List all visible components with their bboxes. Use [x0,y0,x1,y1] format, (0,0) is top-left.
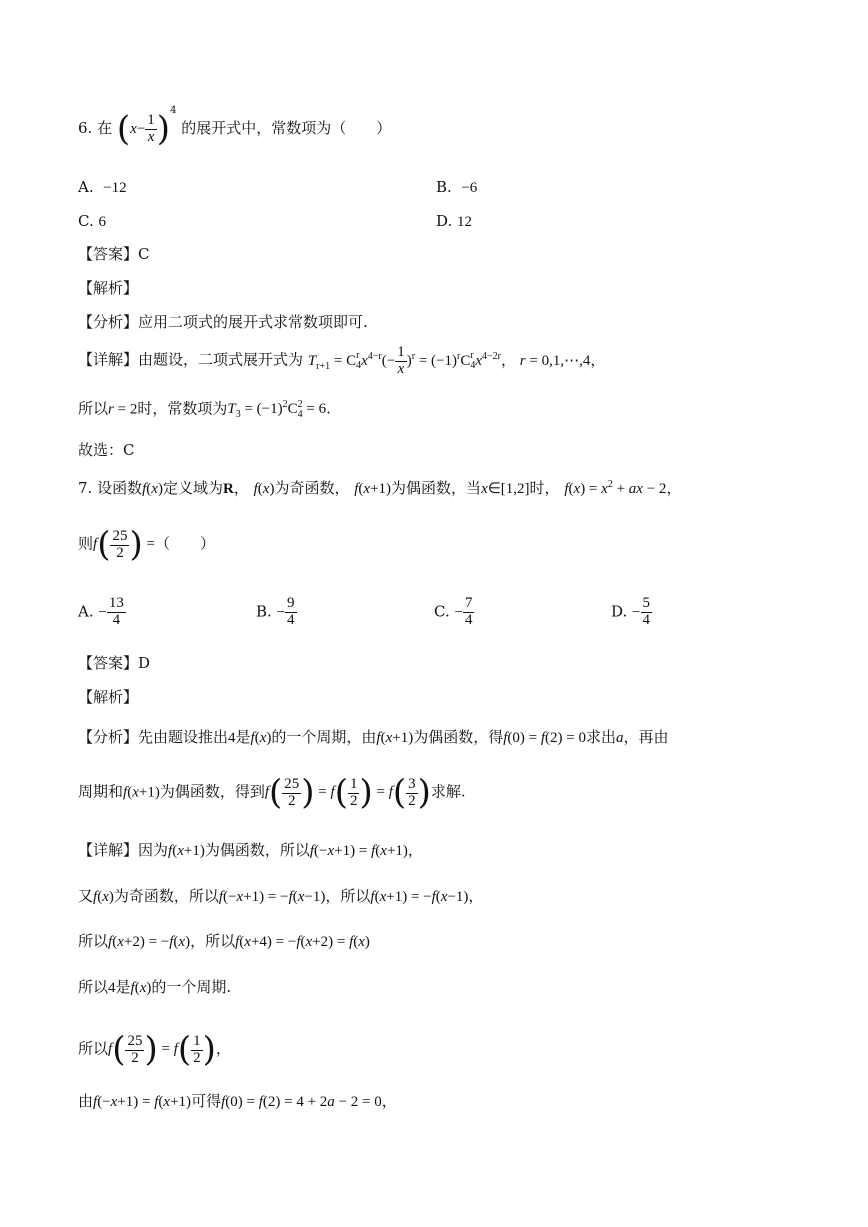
q6-analysis-heading: 【解析】 [78,279,139,297]
q7-detail-line3: 所以f(x+2) = −f(x)，所以f(x+4) = −f(x+2) = f(x) [78,932,370,950]
q7-option-b: B. − $\frac{9}{4}$ [256,595,295,628]
q7-option-c: C. − $\frac{7}{4}$ [434,595,473,628]
q7-detail-line1: 【详解】因为f(x+1)为偶函数，所以f(−x+1) = f(x+1)， [78,841,423,859]
q7-detail-line2: 又f(x)为奇函数，所以f(−x+1) = −f(x−1)，所以f(x+1) = −f(x−1)， [78,887,484,905]
q6-suffix: 的展开式中，常数项为（ ） [181,119,392,137]
q6-fenxi: 【分析】应用二项式的展开式求常数项即可. [78,313,368,331]
q7-stem: 7. 设函数f(x)定义域为R， f(x)为奇函数， f(x+1)为偶函数，当x∈[1,2]时， $f(x) = x^2$ + ax − 2， [78,479,682,497]
q7-option-a: A. − $\frac{13}{4}$ [78,595,124,628]
q6-option-d: D. 12 [436,212,473,230]
q7-detail-line4: 所以4是f(x)的一个周期. [78,978,232,996]
q7-fenxi-line2: 周期和f(x+1)为偶函数，得到f( $\frac{25}{2}$ ) = f( $\frac{1}{2}$ ) = f( $\frac{3}{2}$ )求解. [78,773,466,813]
q6-expression: (x− $\frac{1}{x}$ )$^4$ [116,105,177,149]
q6-option-c: C. 6 [78,212,106,230]
q6-prefix: 在 [97,119,113,137]
q6-number: 6. [78,119,93,137]
q6-answer: 【答案】C [78,245,150,263]
q7-option-d: D. − $\frac{5}{4}$ [611,595,651,628]
q7-detail-line6: 由f(−x+1) = f(x+1)可得f(0) = f(2) = 4 + 2a − 2 = 0， [78,1092,397,1110]
q7-answer: 【答案】D [78,654,151,672]
q6-option-b: B. −6 [436,178,478,196]
q7-ask: 则f( $\frac{25}{2}$ ) =（ ） [78,525,215,565]
q6-detail: 【详解】由题设，二项式展开式为 $T_{r+1} = C$ r 4 $x^{4-r}(-$ $\frac{1}{x}$ )$^r = (-1)^rC$ r 4 $x^{4-2r}$， r = 0,1,⋯,4， [78,344,606,377]
q6-stem [78,105,392,149]
q6-therefore: 所以r = 2时，常数项为$T_3 = (-1)^2C$ 2 4 = 6. [78,399,331,421]
q7-fenxi-line1: 【分析】先由题设推出4是f(x)的一个周期，由f(x+1)为偶函数，得f(0) = f(2) = 0求出a，再由 [78,728,669,746]
q7-analysis-heading: 【解析】 [78,688,139,706]
q6-choose: 故选：C [78,441,135,459]
q7-detail-line5: 所以f( $\frac{25}{2}$ ) = f( $\frac{1}{2}$ )， [78,1030,231,1070]
q6-option-a: A. −12 [78,178,127,196]
q6-general-term: $T_{r+1} = C$ r 4 $x^{4-r}(-$ $\frac{1}{x}$ )$^r = (-1)^rC$ r 4 $x^{4-2r}$， r = 0,1,⋯,4， [307,344,606,377]
